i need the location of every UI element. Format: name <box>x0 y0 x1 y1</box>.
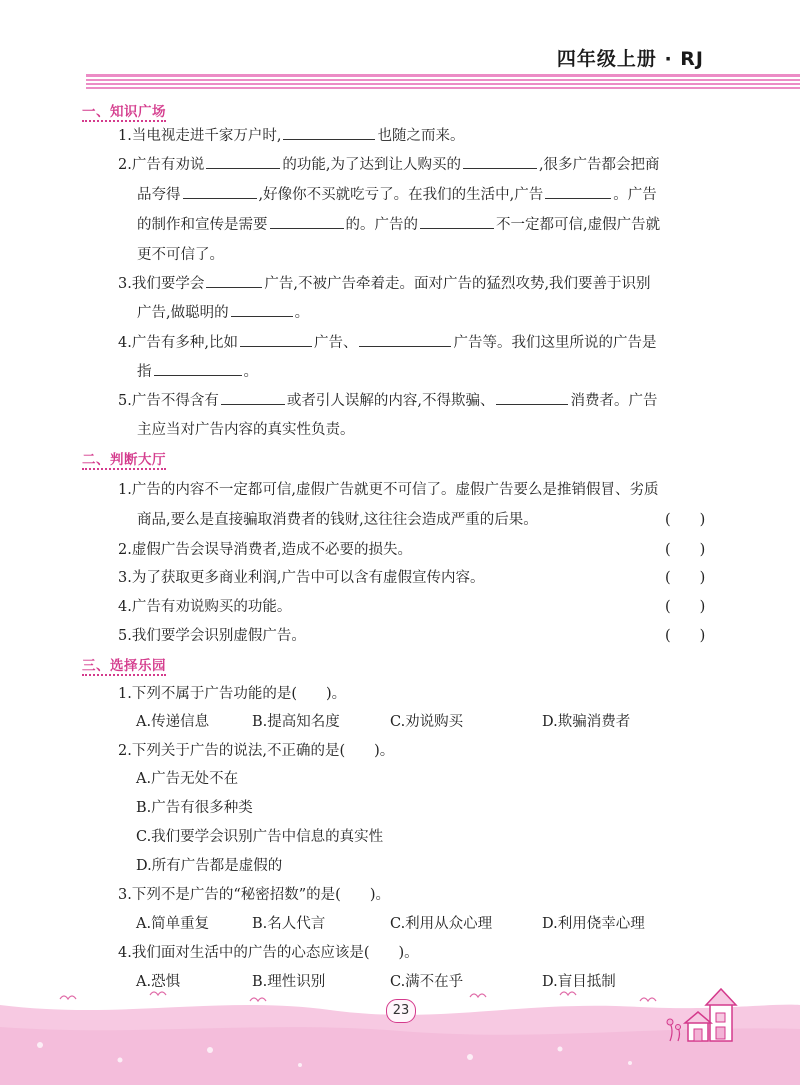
s3-q4-option-a[interactable]: A.恐惧 <box>136 974 181 990</box>
s2-q3: 3.为了获取更多商业利润,广告中可以含有虚假宣传内容。 <box>118 570 485 586</box>
book-title: 四年级上册 · RJ <box>556 48 704 70</box>
page-number: 23 <box>386 999 416 1023</box>
answer-blank[interactable] <box>496 390 568 405</box>
s3-q3-option-d[interactable]: D.利用侥幸心理 <box>542 916 645 932</box>
section-title-choice: 三、选择乐园 <box>82 654 166 676</box>
answer-paren[interactable]: ( ) <box>665 542 706 558</box>
s3-q1-option-a[interactable]: A.传递信息 <box>136 714 210 730</box>
answer-blank[interactable] <box>206 273 262 288</box>
s2-q4: 4.广告有劝说购买的功能。 <box>118 599 292 615</box>
s3-q4-stem: 4.我们面对生活中的广告的心态应该是( )。 <box>118 945 419 961</box>
answer-blank[interactable] <box>420 214 494 229</box>
answer-paren[interactable]: ( ) <box>665 599 706 615</box>
header-divider <box>86 74 800 88</box>
s3-q2-stem: 2.下列关于广告的说法,不正确的是( )。 <box>118 743 395 759</box>
s3-q1-stem: 1.下列不属于广告功能的是( )。 <box>118 686 347 702</box>
s1-q2-line4: 更不可信了。 <box>137 247 224 263</box>
answer-blank[interactable] <box>221 390 285 405</box>
s3-q4-option-c[interactable]: C.满不在乎 <box>390 974 464 990</box>
answer-blank[interactable] <box>231 302 293 317</box>
answer-blank[interactable] <box>545 184 611 199</box>
answer-blank[interactable] <box>154 361 242 376</box>
answer-paren[interactable]: ( ) <box>665 628 706 644</box>
s2-q5: 5.我们要学会识别虚假广告。 <box>118 628 306 644</box>
s3-q3-stem: 3.下列不是广告的“秘密招数”的是( )。 <box>118 887 390 903</box>
s2-q1-line1: 1.广告的内容不一定都可信,虚假广告就更不可信了。虚假广告要么是推销假冒、劣质 <box>118 482 659 498</box>
section-title-knowledge: 一、知识广场 <box>82 100 166 122</box>
s1-q1: 1.当电视走进千家万户时, 也随之而来。 <box>118 124 464 145</box>
s3-q3-option-c[interactable]: C.利用从众心理 <box>390 916 493 932</box>
s1-q3-line2: 广告,做聪明的 。 <box>137 301 309 322</box>
s3-q3-option-b[interactable]: B.名人代言 <box>252 916 326 932</box>
answer-blank[interactable] <box>359 332 451 347</box>
s1-q3-line1: 3.我们要学会 广告,不被广告牵着走。面对广告的猛烈攻势,我们要善于识别 <box>118 272 651 293</box>
answer-blank[interactable] <box>183 184 257 199</box>
s1-q2-line3: 的制作和宣传是需要 的。广告的 不一定都可信,虚假广告就 <box>137 213 660 234</box>
s3-q1-option-d[interactable]: D.欺骗消费者 <box>542 714 631 730</box>
s2-q2: 2.虚假广告会误导消费者,造成不必要的损失。 <box>118 542 412 558</box>
s3-q2-option-d[interactable]: D.所有广告都是虚假的 <box>136 858 283 874</box>
s2-q1-line2: 商品,要么是直接骗取消费者的钱财,这往往会造成严重的后果。 <box>137 512 538 528</box>
answer-blank[interactable] <box>463 154 537 169</box>
section-title-judgment: 二、判断大厅 <box>82 448 166 470</box>
s3-q1-option-c[interactable]: C.劝说购买 <box>390 714 464 730</box>
s3-q1-option-b[interactable]: B.提高知名度 <box>252 714 340 730</box>
s1-q2-line2: 品夸得 ,好像你不买就吃亏了。在我们的生活中,广告 。广告 <box>137 183 657 204</box>
s3-q2-option-a[interactable]: A.广告无处不在 <box>136 771 239 787</box>
s3-q2-option-c[interactable]: C.我们要学会识别广告中信息的真实性 <box>136 829 384 845</box>
s1-q4-line2: 指 。 <box>137 360 258 381</box>
answer-paren[interactable]: ( ) <box>665 512 706 528</box>
s3-q4-option-b[interactable]: B.理性识别 <box>252 974 326 990</box>
house-tower-icon <box>660 985 750 1045</box>
s3-q3-option-a[interactable]: A.简单重复 <box>136 916 210 932</box>
answer-paren[interactable]: ( ) <box>665 570 706 586</box>
s1-q2-line1: 2.广告有劝说 的功能,为了达到让人购买的 ,很多广告都会把商 <box>118 153 660 174</box>
answer-blank[interactable] <box>283 125 375 140</box>
answer-blank[interactable] <box>270 214 344 229</box>
s3-q4-option-d[interactable]: D.盲目抵制 <box>542 974 616 990</box>
s3-q2-option-b[interactable]: B.广告有很多种类 <box>136 800 253 816</box>
s1-q5-line1: 5.广告不得含有 或者引人误解的内容,不得欺骗、 消费者。广告 <box>118 389 657 410</box>
answer-blank[interactable] <box>206 154 280 169</box>
s1-q5-line2: 主应当对广告内容的真实性负责。 <box>137 422 355 438</box>
s1-q4-line1: 4.广告有多种,比如 广告、 广告等。我们这里所说的广告是 <box>118 331 656 352</box>
answer-blank[interactable] <box>240 332 312 347</box>
